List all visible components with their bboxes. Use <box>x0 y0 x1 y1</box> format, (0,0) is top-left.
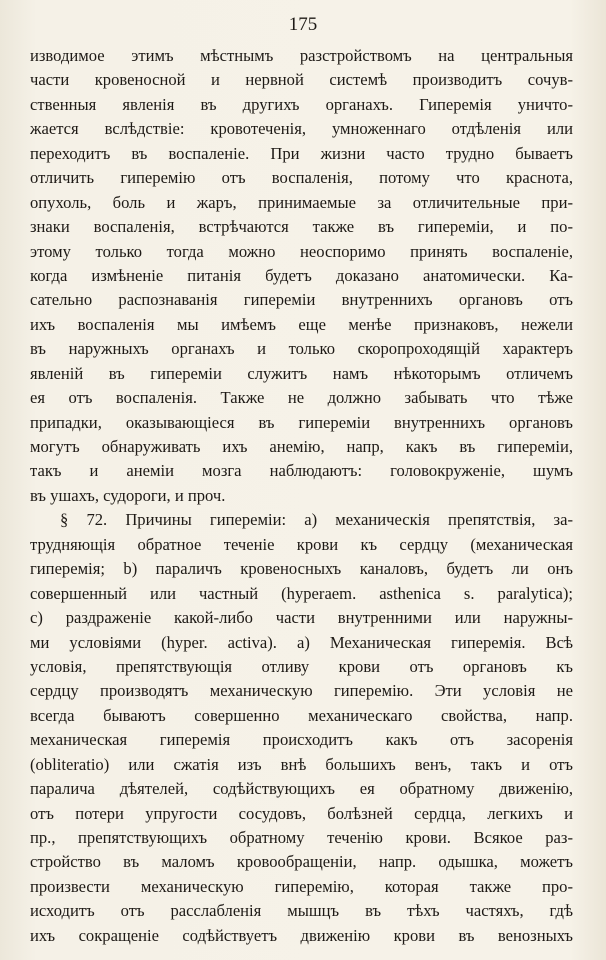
text-line: ихъ сокращеніе содѣйствуетъ движенію крови въ венозныхъ <box>30 925 573 945</box>
text-line: припадки, оказывающіеся въ гипереміи внутреннихъ органовъ <box>30 412 573 432</box>
text-line: жается вслѣдствіе: кровотеченія, умноженнаго отдѣленія или <box>30 119 573 139</box>
text-line: c) раздраженіе какой-либо части внутренними или наружны- <box>30 608 573 628</box>
text-line: могутъ обнаруживать ихъ анемію, напр, какъ въ гипереміи, <box>30 437 573 456</box>
text-line: пр., препятствующихъ обратному теченію крови. Всякое раз- <box>30 828 573 847</box>
text-line: опухоль, боль и жаръ, принимаемые за отличительные при- <box>30 192 573 212</box>
page-number: 175 <box>288 14 318 35</box>
text-line: въ наружныхъ органахъ и только скоропроходящій характеръ <box>30 339 573 359</box>
text-line: отличить гиперемію отъ воспаленія, потому что краснота, <box>30 168 573 188</box>
text-line: ми условіями (hyper. activa). а) Механическая гиперемія. Всѣ <box>30 632 573 652</box>
text-line: сательно распознаванія гипереміи внутреннихъ органовъ отъ <box>30 290 573 310</box>
text-line: условія, препятствующія отливу крови отъ органовъ къ <box>30 656 573 676</box>
text-line: гиперемія; b) параличъ кровеносныхъ каналовъ, будетъ ли онъ <box>30 559 573 579</box>
text-line: стройство въ маломъ кровообращеніи, напр. одышка, можетъ <box>30 852 573 872</box>
text-line: явленій въ гипереміи служитъ намъ нѣкоторымъ отличемъ <box>30 363 573 383</box>
text-line: переходитъ въ воспаленіе. При жизни часто трудно бываетъ <box>30 143 573 163</box>
text-line: отъ потери упругости сосудовъ, болѣзней сердца, легкихъ и <box>30 803 573 823</box>
text-line: трудняющія обратное теченіе крови къ сердцу (механическая <box>30 534 573 554</box>
text-line: механическая гиперемія происходитъ какъ отъ засоренія <box>30 730 573 750</box>
text-line: ея отъ воспаленія. Также не должно забывать что тѣже <box>30 388 573 408</box>
text-line: всегда бываютъ совершенно механическаго свойства, напр. <box>30 705 573 725</box>
text-line: ихъ воспаленія мы имѣемъ еще менѣе признаковъ, нежели <box>30 314 573 334</box>
text-line: ственныя явленія въ другихъ органахъ. Гиперемія уничто- <box>30 94 573 114</box>
text-line: такъ и анеміи мозга наблюдаютъ: головокруженіе, шумъ <box>30 461 573 481</box>
text-line: совершенный или частный (hyperaem. asthenica s. paralytica); <box>30 583 573 603</box>
text-line: знаки воспаленія, встрѣчаются также въ гипереміи, и по- <box>30 217 573 237</box>
text-line: паралича дѣятелей, содѣйствующихъ ея обратному движенію, <box>30 779 573 799</box>
text-line: когда измѣненіе питанія будетъ доказано анатомически. Ка- <box>30 265 573 285</box>
text-line: этому только тогда можно неоспоримо принять воспаленіе, <box>30 241 573 261</box>
text-line: (obliteratio) или сжатія изъ внѣ большихъ венъ, такъ и отъ <box>30 754 573 774</box>
text-line: произвести механическую гиперемію, которая также про- <box>30 876 573 896</box>
body-text <box>30 44 573 948</box>
text-line: исходитъ отъ расслабленія мышцъ въ тѣхъ частяхъ, гдѣ <box>30 901 573 921</box>
paragraph-end-line: въ ушахъ, судороги, и проч. <box>30 485 226 505</box>
section-heading-line: § 72. Причины гипереміи: а) механическія препятствія, за- <box>60 510 573 530</box>
text-line: части кровеносной и нервной системѣ производитъ сочув- <box>30 70 573 90</box>
text-line: изводимое этимъ мѣстнымъ разстройствомъ на центральныя <box>30 46 573 65</box>
text-line: сердцу производятъ механическую гиперемію. Эти условія не <box>30 681 573 701</box>
